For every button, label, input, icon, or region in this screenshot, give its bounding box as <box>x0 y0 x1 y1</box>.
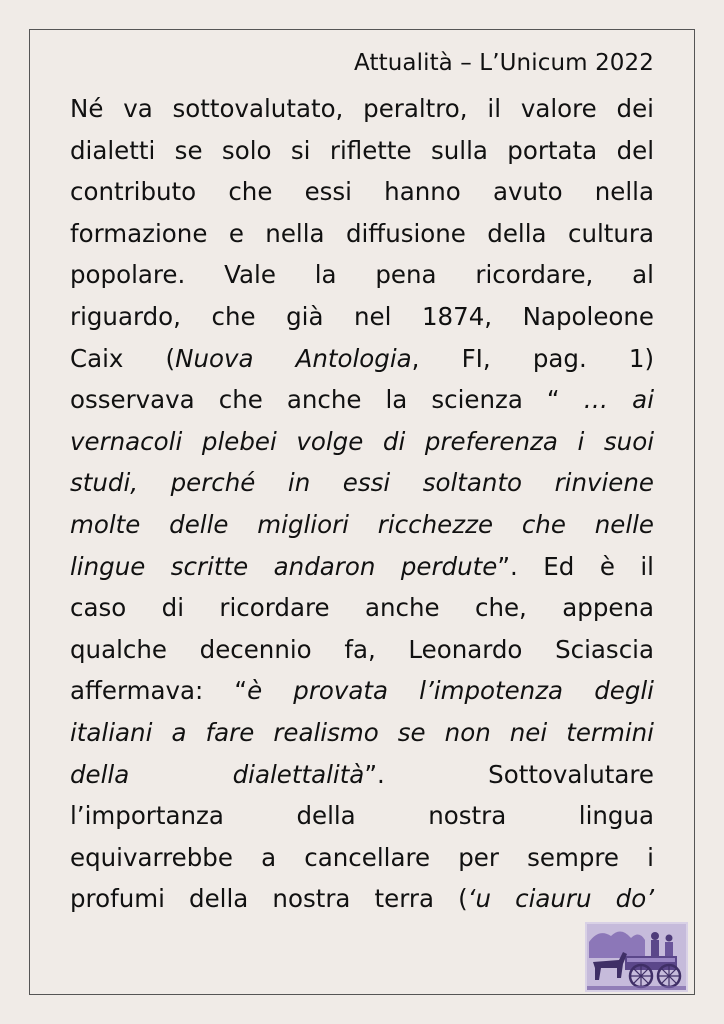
italic-quote-segment: della dialettalità <box>70 759 365 789</box>
text-line <box>70 421 654 463</box>
text-line <box>70 878 654 920</box>
text-line <box>70 754 654 796</box>
article-body <box>70 88 654 920</box>
italic-quote-segment: Nuova Antologia <box>175 343 412 373</box>
italic-quote-segment: studi, perché in essi soltanto rinviene <box>70 468 654 498</box>
text-line <box>70 379 654 421</box>
text-segment: profumi della nostra terra ( <box>70 884 468 914</box>
text-segment: popolare. Vale la pena ricordare, al <box>70 260 654 290</box>
text-line <box>70 88 654 130</box>
text-line <box>70 213 654 255</box>
text-line <box>70 296 654 338</box>
decorative-cart-illustration-icon <box>585 922 688 992</box>
text-segment: riguardo, che già nel 1874, Napoleone <box>70 301 654 331</box>
text-segment: osservava che anche la scienza “ <box>70 385 584 415</box>
page-header: Attualità – L’Unicum 2022 <box>354 50 654 76</box>
text-line <box>70 504 654 546</box>
text-line <box>70 837 654 879</box>
text-segment: caso di ricordare anche che, appena <box>70 593 654 623</box>
text-segment: Caix ( <box>70 343 176 373</box>
italic-quote-segment: molte delle migliori ricchezze che nelle <box>70 509 654 539</box>
text-line <box>70 338 654 380</box>
text-line <box>70 587 654 629</box>
italic-quote-segment: lingue scritte andaron perdute <box>70 551 498 581</box>
text-segment: l’importanza della nostra lingua <box>70 801 654 831</box>
text-segment: formazione e nella diffusione della cultura <box>70 218 654 248</box>
text-segment: equivarrebbe a cancellare per sempre i <box>70 842 654 872</box>
text-line <box>70 130 654 172</box>
text-line <box>70 171 654 213</box>
text-segment: affermava: “ <box>70 676 248 706</box>
text-segment: contributo che essi hanno avuto nella <box>70 177 654 207</box>
text-segment: dialetti se solo si riflette sulla portata del <box>70 135 654 165</box>
text-line <box>70 712 654 754</box>
italic-quote-segment: vernacoli plebei volge di preferenza i suoi <box>70 426 654 456</box>
text-line <box>70 629 654 671</box>
text-segment: ”. Ed è il <box>497 551 654 581</box>
italic-quote-segment: ‘u ciauru do’ <box>467 884 654 914</box>
italic-quote-segment: è provata l’impotenza degli <box>247 676 654 706</box>
text-segment: qualche decennio fa, Leonardo Sciascia <box>70 634 654 664</box>
italic-quote-segment: … ai <box>583 385 654 415</box>
text-line <box>70 254 654 296</box>
text-segment: ”. Sottovalutare <box>364 759 654 789</box>
text-line <box>70 795 654 837</box>
text-segment: , FI, pag. 1) <box>411 343 655 373</box>
text-line <box>70 546 654 588</box>
italic-quote-segment: italiani a fare realismo se non nei termini <box>70 717 654 747</box>
text-line <box>70 670 654 712</box>
text-line <box>70 462 654 504</box>
text-segment: Né va sottovalutato, peraltro, il valore dei <box>70 94 654 123</box>
